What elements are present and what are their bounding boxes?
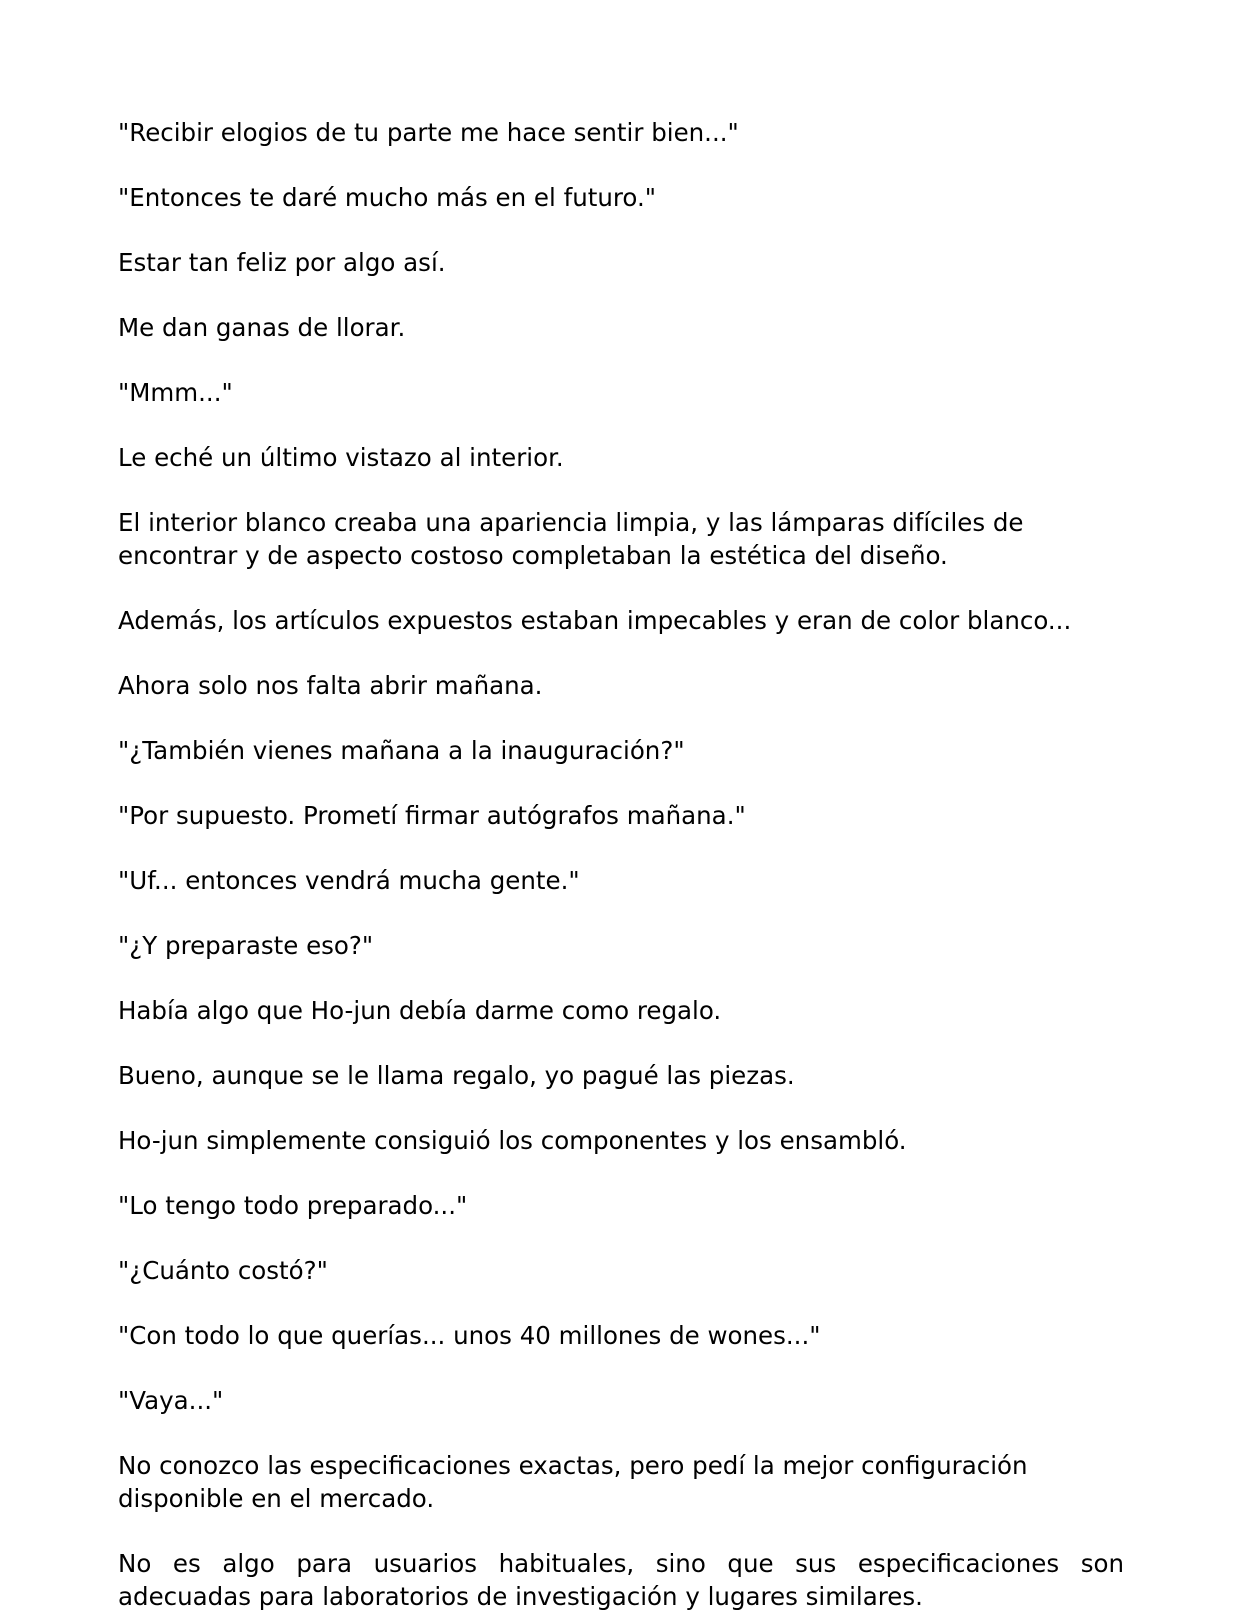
paragraph: "Uf... entonces vendrá mucha gente." [118,866,580,895]
body-text [118,116,1124,1620]
paragraph: Le eché un último vistazo al interior. [118,443,564,472]
paragraph: Estar tan feliz por algo así. [118,248,446,277]
paragraph: "Mmm..." [118,378,233,407]
paragraph: No es algo para usuarios habituales, sino que sus especificaciones son adecuadas para laboratorios de investigación y lugares similares. [118,1549,1124,1611]
paragraph: "¿Cuánto costó?" [118,1256,328,1285]
paragraph: "¿También vienes mañana a la inauguración?" [118,736,685,765]
paragraph: "Entonces te daré mucho más en el futuro." [118,183,657,212]
paragraph: "¿Y preparaste eso?" [118,931,374,960]
paragraph: "Por supuesto. Prometí firmar autógrafos mañana." [118,801,746,830]
paragraph: Ahora solo nos falta abrir mañana. [118,671,543,700]
paragraph: Había algo que Ho-jun debía darme como regalo. [118,996,722,1025]
paragraph: "Recibir elogios de tu parte me hace sentir bien..." [118,118,739,147]
paragraph: El interior blanco creaba una apariencia limpia, y las lámparas difíciles de encontrar y de aspecto costoso completaban la estética del diseño. [118,508,1024,570]
paragraph: "Con todo lo que querías... unos 40 millones de wones..." [118,1321,821,1350]
paragraph: No conozco las especificaciones exactas, pero pedí la mejor configuración disponible en el mercado. [118,1451,1028,1513]
paragraph: "Lo tengo todo preparado..." [118,1191,468,1220]
paragraph: Además, los artículos expuestos estaban impecables y eran de color blanco... [118,606,1072,635]
paragraph: Bueno, aunque se le llama regalo, yo pagué las piezas. [118,1061,795,1090]
paragraph: "Vaya..." [118,1386,224,1415]
paragraph: Ho-jun simplemente consiguió los componentes y los ensambló. [118,1126,907,1155]
paragraph: Me dan ganas de llorar. [118,313,406,342]
